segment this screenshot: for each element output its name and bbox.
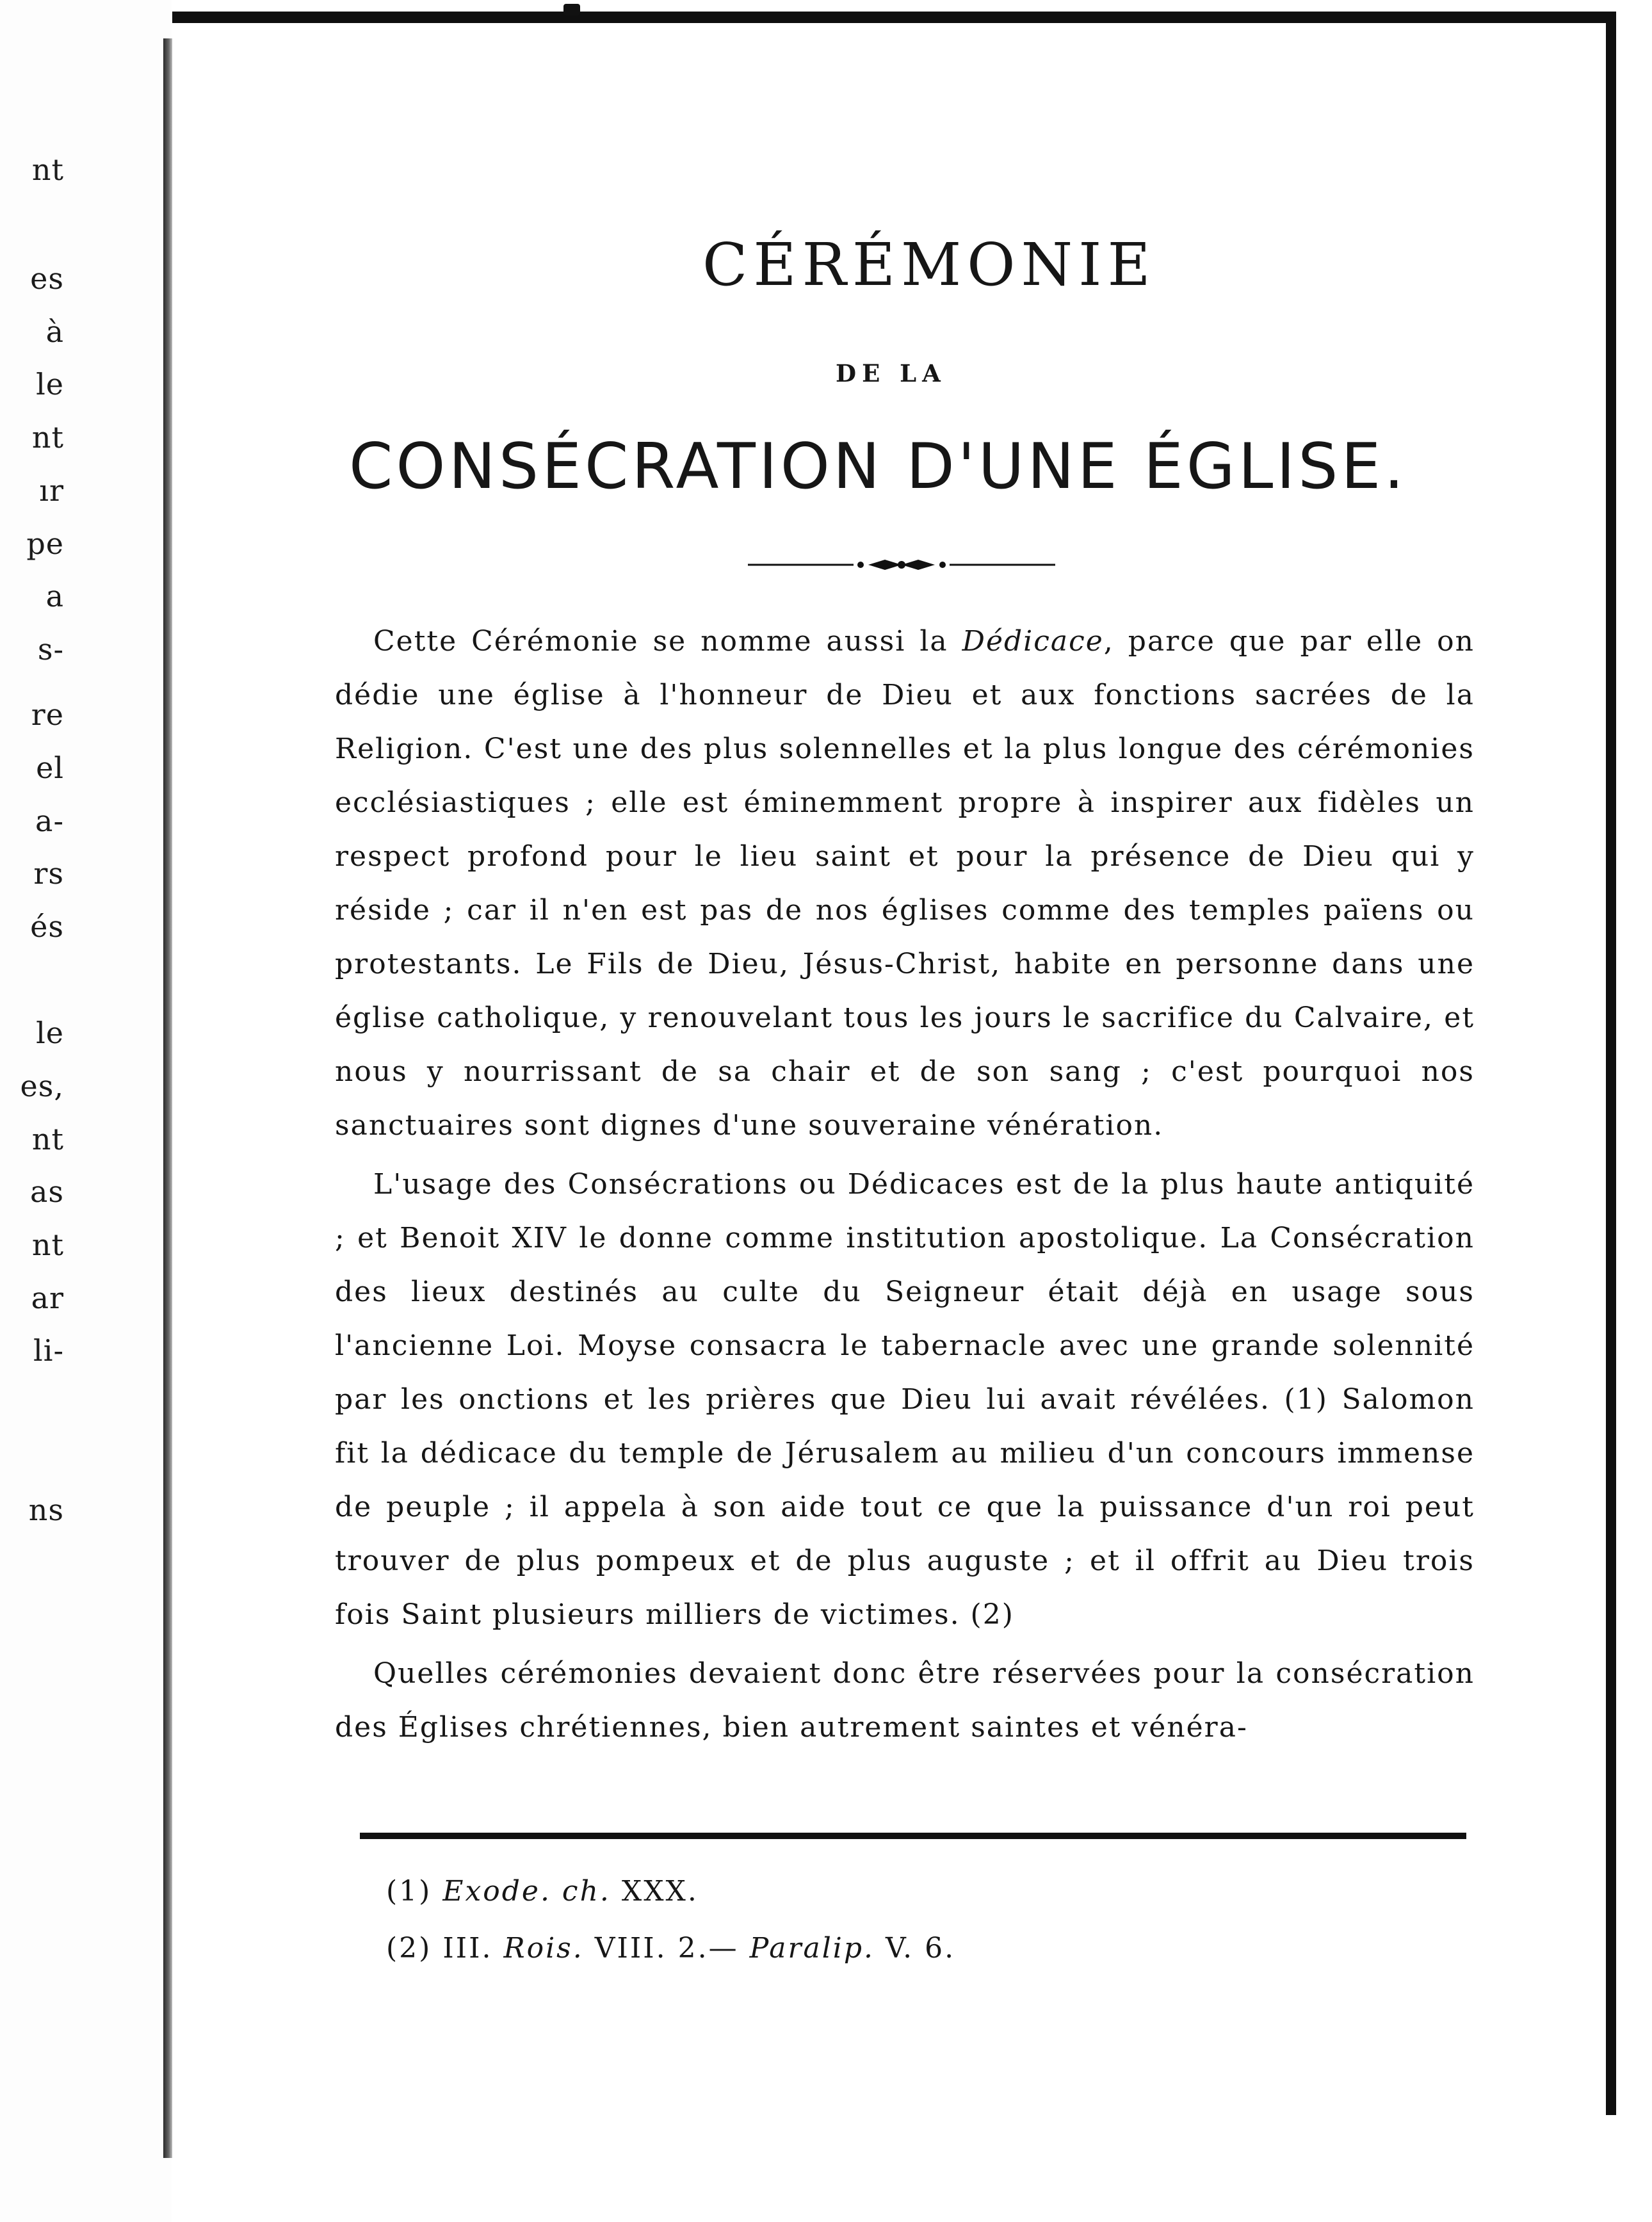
page-title: CÉRÉMONIE	[702, 231, 1156, 299]
facing-page-fragment: ar	[31, 1281, 64, 1315]
paragraph-1-rest: , parce que par elle on dédie une église à l'honneur de Dieu et aux fonctions sacrées de la Religion. C'est une des plus solennelles et la plus longue des cérémonies ecclésiastiques ; elle est éminemment propre à inspirer aux fidèles un respect profond pour le lieu saint et pour la présence de Dieu qui y réside ; car il n'en est pas de nos églises comme des temples païens ou protestants. Le Fils de Dieu, Jésus-Christ, habite en personne dans une église catholique, y renouvelant tous les jours le sacrifice du Calvaire, et nous y nourrissant de sa chair et de son sang ; c'est pourquoi nos sanctuaires sont dignes d'une souveraine vénération.	[335, 625, 1475, 1142]
footnote-2-number: (2) III.	[386, 1932, 493, 1965]
facing-page-fragment: es	[30, 261, 64, 296]
footnote-1-number: (1)	[386, 1875, 432, 1908]
paragraph-1-start: Cette Cérémonie se nomme aussi la	[373, 625, 962, 658]
facing-page-fragment: le	[36, 367, 64, 401]
facing-page-fragment: s-	[37, 632, 64, 667]
facing-page-fragment: es,	[20, 1069, 64, 1103]
footnote-1	[386, 1877, 699, 1906]
facing-page-fragment: as	[29, 1174, 64, 1209]
page-right-edge	[1606, 18, 1616, 2115]
scan-mark	[563, 4, 580, 15]
footnote-2-rois: Rois.	[503, 1932, 584, 1965]
facing-page-fragment: nt	[31, 1228, 64, 1262]
page-heading: CONSÉCRATION D'UNE ÉGLISE.	[349, 430, 1407, 503]
facing-page-strip	[0, 0, 172, 2222]
facing-page-fragment: à	[45, 314, 64, 349]
facing-page-fragment: pe	[26, 526, 64, 561]
paragraph-2: L'usage des Consécrations ou Dédicaces est de la plus haute antiquité ; et Benoit XIV le donne comme institution apostolique. La Consécration des lieux destinés au culte du Seigneur était déjà en usage sous l'ancienne Loi. Moyse consacra le tabernacle avec une grande solennité par les onctions et les prières que Dieu lui avait révélées. (1) Salomon fit la dédicace du temple de Jérusalem au milieu d'un concours immense de peuple ; il appela à son aide tout ce que la puissance d'un roi peut trouver de plus pompeux et de plus auguste ; et il offrit au Dieu trois fois Saint plusieurs milliers de victimes. (2)	[335, 1168, 1475, 1631]
paragraph-3: Quelles cérémonies devaient donc être réservées pour la consécration des Églises chrétiennes, bien autrement saintes et vénéra-	[335, 1657, 1475, 1744]
facing-page-fragment: li-	[33, 1333, 64, 1368]
ornament-divider	[748, 552, 1055, 578]
footnote-1-chapter: XXX.	[621, 1875, 699, 1908]
facing-page-fragment: re	[31, 697, 64, 732]
facing-page-fragment: el	[36, 750, 64, 785]
page-top-edge	[172, 12, 1616, 23]
footnote-2-verse: V. 6.	[886, 1932, 956, 1965]
footnote-1-reference: Exode. ch.	[442, 1875, 611, 1908]
facing-page-fragment: nt	[31, 1122, 64, 1156]
facing-page-fragment: a-	[35, 804, 64, 838]
footnote-2	[386, 1934, 955, 1963]
facing-page-fragment: ns	[28, 1493, 64, 1527]
facing-page-fragment: a	[45, 579, 64, 613]
facing-page-fragment: ır	[39, 473, 64, 508]
facing-page-fragment: le	[36, 1016, 64, 1050]
facing-page-fragment: nt	[31, 152, 64, 187]
page-subtitle: DE LA	[836, 359, 946, 387]
facing-page-fragment: rs	[33, 856, 64, 891]
facing-page-fragment: és	[30, 909, 64, 944]
facing-page-fragment: nt	[31, 420, 64, 455]
footnote-rule	[360, 1833, 1466, 1839]
book-gutter	[163, 38, 172, 2158]
paragraph-1	[335, 615, 1475, 1153]
term-dedicace: Dédicace	[962, 625, 1104, 658]
footnote-2-chapter: VIII. 2.—	[594, 1932, 739, 1965]
footnote-2-paralip: Paralip.	[749, 1932, 875, 1965]
body-text	[335, 615, 1475, 1755]
